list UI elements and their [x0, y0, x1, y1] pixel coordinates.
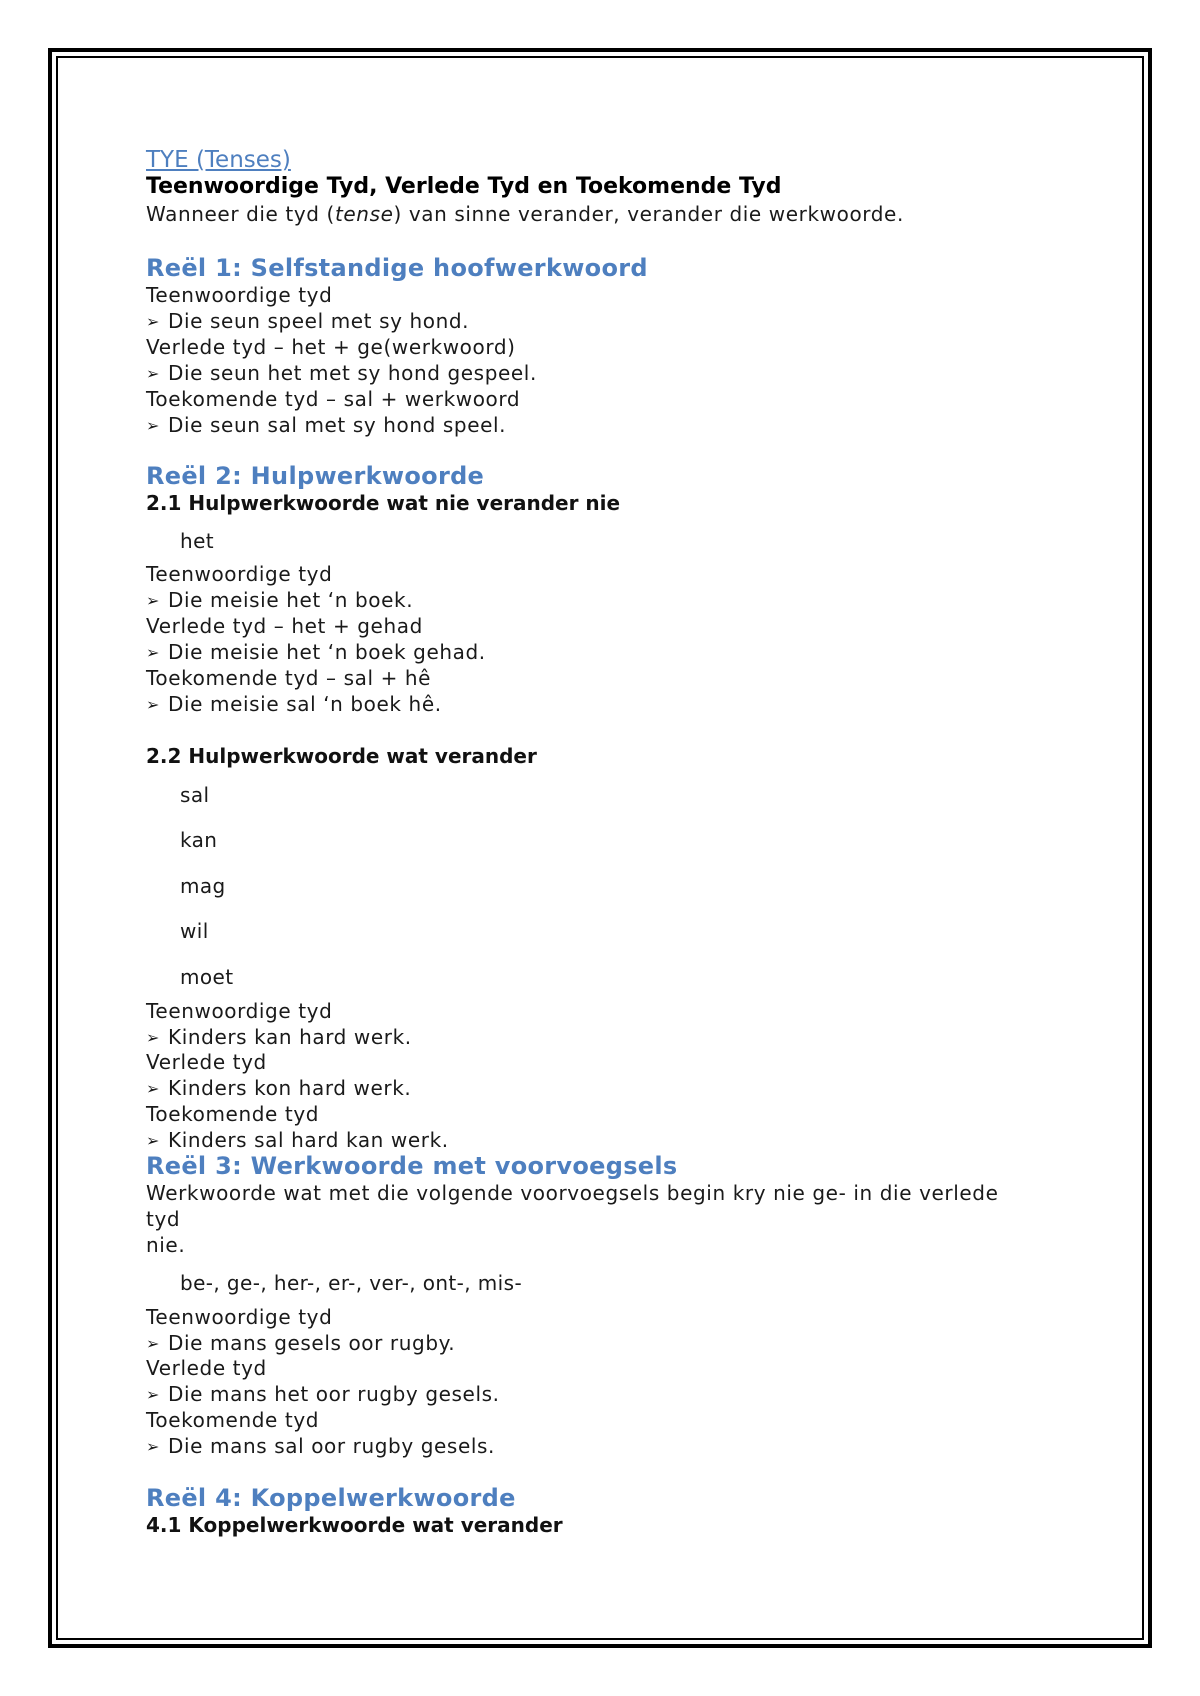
- arrow-bullet-icon: ➢: [146, 1079, 161, 1098]
- example-text: Kinders sal hard kan werk.: [168, 1128, 449, 1152]
- rule3-heading: Reël 3: Werkwoorde met voorvoegsels: [146, 1152, 678, 1180]
- intro-text-start: Wanneer die tyd (: [146, 202, 335, 226]
- intro-text-italic: tense: [334, 202, 394, 226]
- example-text: Die meisie het ‘n boek gehad.: [168, 640, 486, 664]
- example-text: Kinders kan hard werk.: [168, 1025, 412, 1049]
- rule1-present-example: [146, 308, 469, 335]
- rule1-past-label: Verlede tyd – het + ge(werkwoord): [146, 335, 516, 359]
- rule2-heading: Reël 2: Hulpwerkwoorde: [146, 462, 485, 490]
- rule3-future-label: Toekomende tyd: [146, 1408, 320, 1432]
- arrow-bullet-icon: ➢: [146, 591, 161, 610]
- title-link[interactable]: TYE (Tenses): [146, 147, 291, 173]
- rule2-sub1-heading: 2.1 Hulpwerkwoorde wat nie verander nie: [146, 491, 621, 515]
- rule2-sub2-word: mag: [180, 874, 226, 898]
- main-heading: Teenwoordige Tyd, Verlede Tyd en Toekomende Tyd: [146, 174, 782, 199]
- arrow-bullet-icon: ➢: [146, 416, 161, 435]
- rule2-present-label: Teenwoordige tyd: [146, 562, 333, 586]
- rule3-past-label: Verlede tyd: [146, 1356, 267, 1380]
- arrow-bullet-icon: ➢: [146, 312, 161, 331]
- rule2-past2-example: [146, 1075, 411, 1102]
- rule2-present-example: [146, 587, 413, 614]
- rule2-sub2-word: sal: [180, 783, 210, 807]
- arrow-bullet-icon: ➢: [146, 1385, 161, 1404]
- rule2-future-label: Toekomende tyd – sal + hê: [146, 666, 432, 690]
- rule2-past2-label: Verlede tyd: [146, 1050, 267, 1074]
- example-text: Die seun sal met sy hond speel.: [168, 413, 507, 437]
- rule2-sub2-word: kan: [180, 828, 218, 852]
- rule1-present-label: Teenwoordige tyd: [146, 283, 333, 307]
- example-text: Die meisie sal ‘n boek hê.: [168, 692, 442, 716]
- example-text: Die mans sal oor rugby gesels.: [168, 1434, 495, 1458]
- example-text: Die mans het oor rugby gesels.: [168, 1382, 500, 1406]
- rule2-future2-label: Toekomende tyd: [146, 1102, 320, 1126]
- rule2-future2-example: [146, 1127, 449, 1154]
- arrow-bullet-icon: ➢: [146, 1028, 161, 1047]
- intro-text: [146, 201, 904, 227]
- rule1-past-example: [146, 360, 537, 387]
- example-text: Die seun het met sy hond gespeel.: [168, 361, 537, 385]
- example-text: Die seun speel met sy hond.: [168, 309, 470, 333]
- rule2-sub2-word: wil: [180, 919, 209, 943]
- rule2-present2-example: [146, 1024, 412, 1051]
- rule2-sub2-word: moet: [180, 965, 234, 989]
- rule3-future-example: [146, 1433, 495, 1460]
- intro-text-end: ) van sinne verander, verander die werkwoorde.: [393, 202, 904, 226]
- rule1-heading: Reël 1: Selfstandige hoofwerkwoord: [146, 254, 648, 282]
- rule1-future-label: Toekomende tyd – sal + werkwoord: [146, 387, 521, 411]
- rule4-sub1-heading: 4.1 Koppelwerkwoorde wat verander: [146, 1513, 563, 1537]
- rule3-present-label: Teenwoordige tyd: [146, 1305, 333, 1329]
- rule2-present2-label: Teenwoordige tyd: [146, 999, 333, 1023]
- rule2-past-label: Verlede tyd – het + gehad: [146, 614, 423, 638]
- rule1-future-example: [146, 412, 506, 439]
- rule3-description-line1: Werkwoorde wat met die volgende voorvoegsels begin kry nie ge- in die verlede: [146, 1181, 999, 1205]
- arrow-bullet-icon: ➢: [146, 1334, 161, 1353]
- rule2-sub2-heading: 2.2 Hulpwerkwoorde wat verander: [146, 744, 537, 768]
- rule2-sub1-word: het: [180, 529, 215, 553]
- arrow-bullet-icon: ➢: [146, 643, 161, 662]
- rule3-prefixes: be-, ge-, her-, er-, ver-, ont-, mis-: [180, 1271, 523, 1295]
- rule3-present-example: [146, 1330, 455, 1357]
- example-text: Die mans gesels oor rugby.: [168, 1331, 456, 1355]
- rule3-description-line2: tyd: [146, 1207, 181, 1231]
- arrow-bullet-icon: ➢: [146, 364, 161, 383]
- arrow-bullet-icon: ➢: [146, 1437, 161, 1456]
- example-text: Die meisie het ‘n boek.: [168, 588, 414, 612]
- example-text: Kinders kon hard werk.: [168, 1076, 412, 1100]
- rule2-future-example: [146, 691, 442, 718]
- arrow-bullet-icon: ➢: [146, 695, 161, 714]
- rule3-description-line3: nie.: [146, 1233, 186, 1257]
- rule2-past-example: [146, 639, 486, 666]
- rule3-past-example: [146, 1381, 500, 1408]
- rule4-heading: Reël 4: Koppelwerkwoorde: [146, 1484, 516, 1512]
- arrow-bullet-icon: ➢: [146, 1131, 161, 1150]
